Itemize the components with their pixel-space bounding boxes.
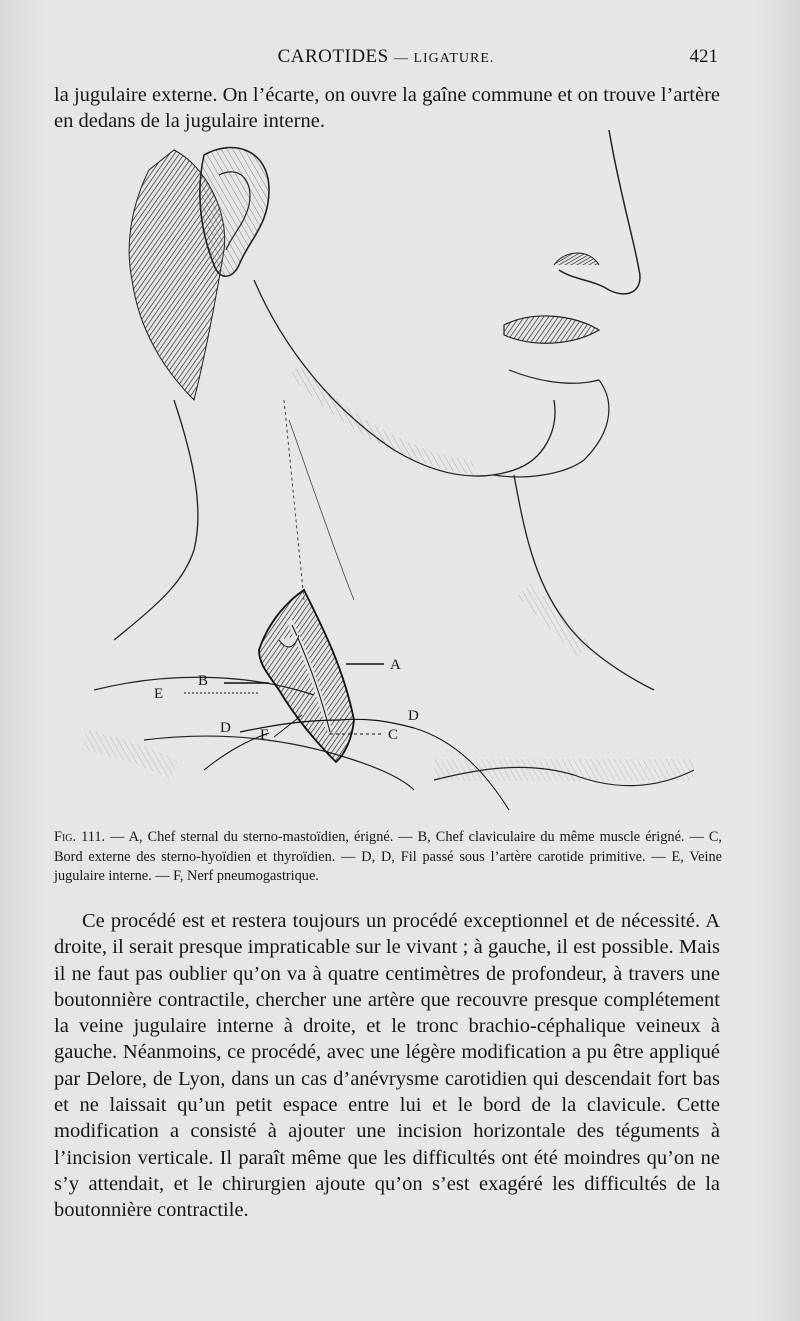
top-paragraph: la jugulaire externe. On l’écarte, on ouvre la gaîne commune et on trouve l’artère en dedans de la jugulaire interne. xyxy=(54,84,720,133)
main-paragraph: Ce procédé est et restera toujours un procédé exceptionnel et de nécessité. A droite, il serait presque impraticable sur le vivant ; à gauche, il est possible. Mais il ne faut pas oublier qu’on va à quatre centimètres de profondeur, à travers une boutonnière contractile, chercher une artère que recouvre presque complétement la veine jugulaire interne à droite, et le tronc brachio-céphalique veineux à gauche. Néanmoins, ce procédé, avec une légère modification a pu être appliqué par Delore, de Lyon, dans un cas d’anévrysme carotidien qui descendait fort bas et ne laissait qu’un petit espace entre lui et le bord de la clavicule. Cette modification a consisté à ajouter une incision horizontale des téguments à l’incision verticale. Il paraît même que les difficultés ont été moindres qu’on ne s’y attendait, et le chirurgien ajoute qu’on s’est exagéré les difficultés de la boutonnière contractile. xyxy=(54,910,720,1222)
running-title xyxy=(54,46,718,68)
anatomical-figure xyxy=(54,130,754,822)
label-b: B xyxy=(198,673,209,689)
label-a: A xyxy=(390,657,401,673)
label-e: E xyxy=(154,686,164,702)
neck-outline-front xyxy=(514,475,654,690)
page-number: 421 xyxy=(689,46,718,67)
neck-dissection-illustration xyxy=(54,130,754,822)
incision-window xyxy=(259,590,354,762)
label-f: F xyxy=(260,727,269,743)
figure-caption-text: — A, Chef sternal du sterno-mastoïdien, érigné. — B, Chef claviculaire du même muscle érigné. — C, Bord externe des sterno-hyoïdien et thyroïdien. — D, D, Fil passé sous l’artère carotide primitive. — E, Veine jugulaire interne. — F, Nerf pneumogastrique. xyxy=(54,829,722,884)
nose-drawing xyxy=(559,130,640,294)
figure-number: Fig. 111. xyxy=(54,829,106,845)
running-title-sub: — LIGATURE. xyxy=(393,51,495,66)
running-title-main: CAROTIDES xyxy=(277,46,389,67)
page-header xyxy=(54,46,718,76)
lips-drawing xyxy=(504,316,599,343)
label-d-left: D xyxy=(220,720,231,736)
figure-caption xyxy=(54,828,722,887)
neck-outline-back xyxy=(114,400,198,640)
label-c: C xyxy=(388,727,399,743)
label-d-right: D xyxy=(408,708,419,724)
ear-drawing xyxy=(200,148,269,277)
